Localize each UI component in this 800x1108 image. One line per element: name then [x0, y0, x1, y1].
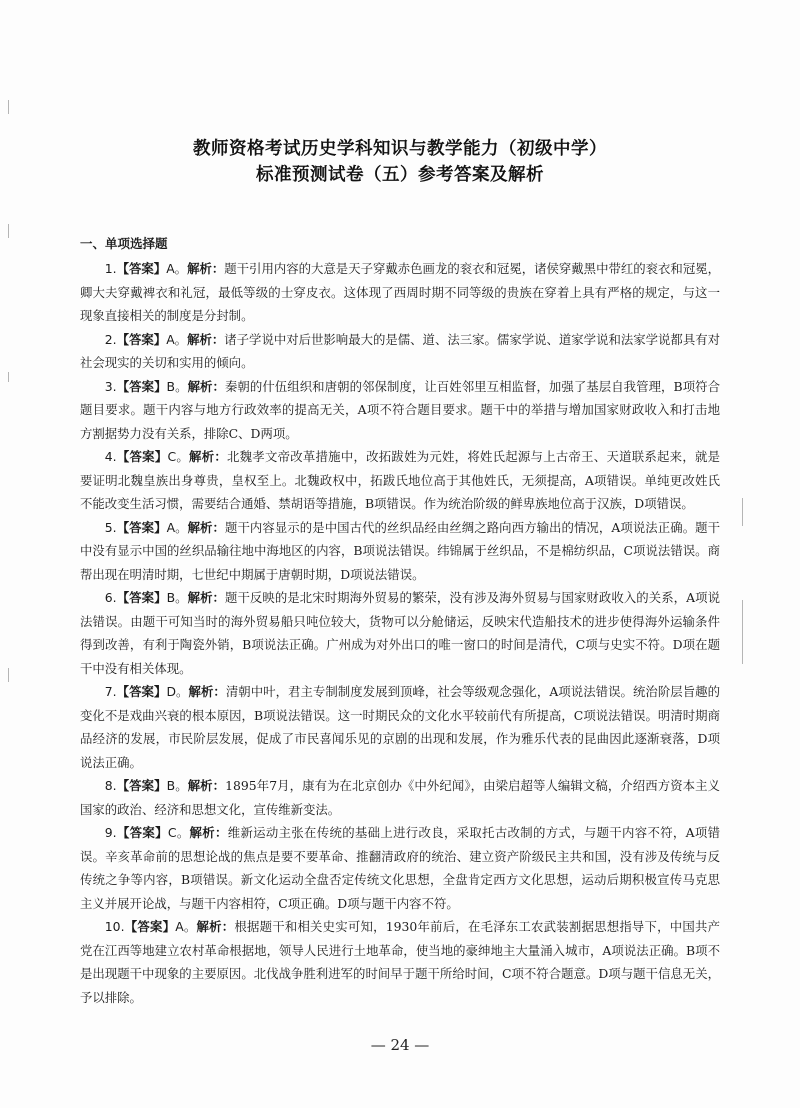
- answer-choice: D。: [166, 684, 189, 699]
- item-number: 6.: [104, 590, 117, 605]
- answer-item: [80, 445, 720, 516]
- explanation-label: 解析：: [189, 449, 227, 464]
- explanation-label: 解析：: [187, 519, 225, 535]
- explanation-text: 题干反映的是北宋时期海外贸易的繁荣，没有涉及海外贸易与国家财政收入的关系，A项说法错误。由题干可知当时的海外贸易船只吨位较大，货物可以分舱储运，反映宋代造船技术的进步使得海外运输条件得到改善，有利于陶瓷外销，B项说法正确。广州成为对外出口的唯一窗口的时间是清代，C项与史实不符。D项在题干中没有相关体现。: [80, 590, 721, 676]
- answer-item: [80, 915, 720, 1009]
- explanation-label: 解析：: [188, 684, 226, 699]
- explanation-label: 解析：: [187, 261, 225, 276]
- answer-label: 【答案】: [116, 519, 167, 535]
- title-line-2: 标准预测试卷（五）参考答案及解析: [256, 165, 544, 185]
- scan-edge-mark: [8, 372, 9, 382]
- answer-label: 【答案】: [116, 825, 168, 840]
- answer-label: 【答案】: [116, 378, 167, 394]
- answer-item: [80, 586, 720, 680]
- answer-label: 【答案】: [116, 261, 167, 276]
- explanation-text: 北魏孝文帝改革措施中，改拓跋姓为元姓，将姓氏起源与上古帝王、天道联系起来，就是要证明北魏皇族出身尊贵，皇权至上。北魏政权中，拓跋氏地位高于其他姓氏，无须提高，A项错误。单纯更改姓氏不能改变生活习惯，需要结合通婚、禁胡语等措施，B项错误。作为统治阶级的鲜卑族地位高于汉族，D项错误。: [80, 449, 721, 511]
- explanation-label: 解析：: [187, 331, 225, 347]
- scan-edge-mark: [742, 600, 743, 664]
- answer-choice: C。: [167, 825, 190, 840]
- item-number: 3.: [104, 378, 117, 394]
- section-heading: 一、单项选择题: [80, 236, 168, 251]
- item-number: 7.: [104, 684, 117, 699]
- item-number: 9.: [104, 825, 117, 840]
- answer-label: 【答案】: [116, 449, 168, 464]
- answer-choice: A。: [166, 261, 188, 276]
- title-line-1: 教师资格考试历史学科知识与教学能力（初级中学）: [193, 139, 607, 159]
- item-number: 5.: [104, 519, 117, 535]
- answer-label: 【答案】: [116, 684, 167, 699]
- answer-choice: C。: [167, 449, 190, 464]
- answer-item: [80, 680, 720, 774]
- answer-choice: B。: [166, 778, 188, 793]
- answer-label: 【答案】: [124, 919, 176, 934]
- scan-edge-mark: [8, 100, 9, 114]
- item-number: 2.: [104, 331, 117, 347]
- explanation-text: 维新运动主张在传统的基础上进行改良，采取托古改制的方式，与题干内容不符，A项错误。辛亥革命前的思想论战的焦点是要不要革命、推翻清政府的统治、建立资产阶级民主共和国，没有涉及传统与反传统之争等内容，B项错误。新文化运动全盘否定传统文化思想，全盘肯定西方文化思想，运动后期积极宣传马克思主义并展开论战，与题干内容相符，C项正确。D项与题干内容不符。: [80, 825, 721, 911]
- scan-edge-mark: [8, 668, 9, 682]
- explanation-text: 题干内容显示的是中国古代的丝织品经由丝绸之路向西方输出的情况，A项说法正确。题干中没有显示中国的丝织品输往地中海地区的内容，B项说法错误。纬锦属于丝织品，不是棉纺织品，C项说法错误。商帮出现在明清时期，七世纪中期属于唐朝时期，D项说法错误。: [80, 519, 721, 582]
- answer-item: [80, 774, 720, 821]
- scan-edge-mark: [742, 498, 743, 526]
- explanation-label: 解析：: [187, 590, 225, 605]
- answer-choice: A。: [175, 919, 197, 934]
- explanation-text: 清朝中叶，君主专制制度发展到顶峰，社会等级观念强化，A项说法错误。统治阶层旨趣的变化不是戏曲兴衰的根本原因，B项说法错误。这一时期民众的文化水平较前代有所提高，C项说法错误。明清时期商品经济的发展，市民阶层发展，促成了市民喜闻乐见的京剧的出现和发展，作为雅乐代表的昆曲因此逐渐衰落，D项说法正确。: [80, 684, 721, 770]
- explanation-text: 诸子学说中对后世影响最大的是儒、道、法三家。儒家学说、道家学说和法家学说都具有对社会现实的关切和实用的倾向。: [80, 331, 721, 370]
- document-title: [0, 136, 800, 188]
- explanation-label: 解析：: [189, 825, 228, 840]
- explanation-text: 根据题干和相关史实可知，1930年前后，在毛泽东工农武装割据思想指导下，中国共产党在江西等地建立农村革命根据地，领导人民进行土地革命，使当地的豪绅地主大量涌入城市，A项说法正确。B项不是出现题干中现象的主要原因。北伐战争胜利进军的时间早于题干所给时间，C项不符合题意。D项与题干信息无关，予以排除。: [80, 919, 721, 1005]
- answer-choice: A。: [166, 331, 188, 347]
- item-number: 10.: [104, 919, 125, 934]
- answer-item: [80, 328, 720, 375]
- explanation-text: 题干引用内容的大意是天子穿戴赤色画龙的衮衣和冠冕，诸侯穿戴黑中带红的衮衣和冠冕，卿大夫穿戴裨衣和礼冠，最低等级的士穿皮衣。这体现了西周时期不同等级的贵族在穿着上具有严格的规定，与这一现象直接相关的制度是分封制。: [80, 261, 721, 323]
- answer-item: [80, 257, 720, 328]
- item-number: 1.: [104, 261, 117, 276]
- answer-choice: B。: [166, 378, 188, 394]
- item-number: 8.: [104, 778, 117, 793]
- answer-choice: A。: [166, 519, 188, 535]
- item-number: 4.: [104, 449, 117, 464]
- explanation-text: 秦朝的什伍组织和唐朝的邻保制度，让百姓邻里互相监督，加强了基层自我管理，B项符合题目要求。题干内容与地方行政效率的提高无关，A项不符合题目要求。题干中的举措与增加国家财政收入和打击地方割据势力没有关系，排除C、D两项。: [80, 378, 721, 441]
- explanation-label: 解析：: [196, 919, 235, 934]
- explanation-text: 1895年7月，康有为在北京创办《中外纪闻》，由梁启超等人编辑文稿，介绍西方资本主义国家的政治、经济和思想文化，宣传维新变法。: [80, 778, 721, 817]
- answer-content: [80, 232, 720, 1009]
- answer-item: [80, 821, 720, 915]
- answer-label: 【答案】: [116, 590, 167, 605]
- scan-edge-mark: [8, 224, 9, 238]
- explanation-label: 解析：: [187, 778, 226, 793]
- answer-choice: B。: [166, 590, 188, 605]
- page-number: — 24 —: [370, 1036, 430, 1054]
- answer-item: [80, 375, 720, 446]
- explanation-label: 解析：: [187, 378, 225, 394]
- answer-label: 【答案】: [116, 331, 167, 347]
- answer-item: [80, 516, 720, 587]
- answer-label: 【答案】: [116, 778, 167, 793]
